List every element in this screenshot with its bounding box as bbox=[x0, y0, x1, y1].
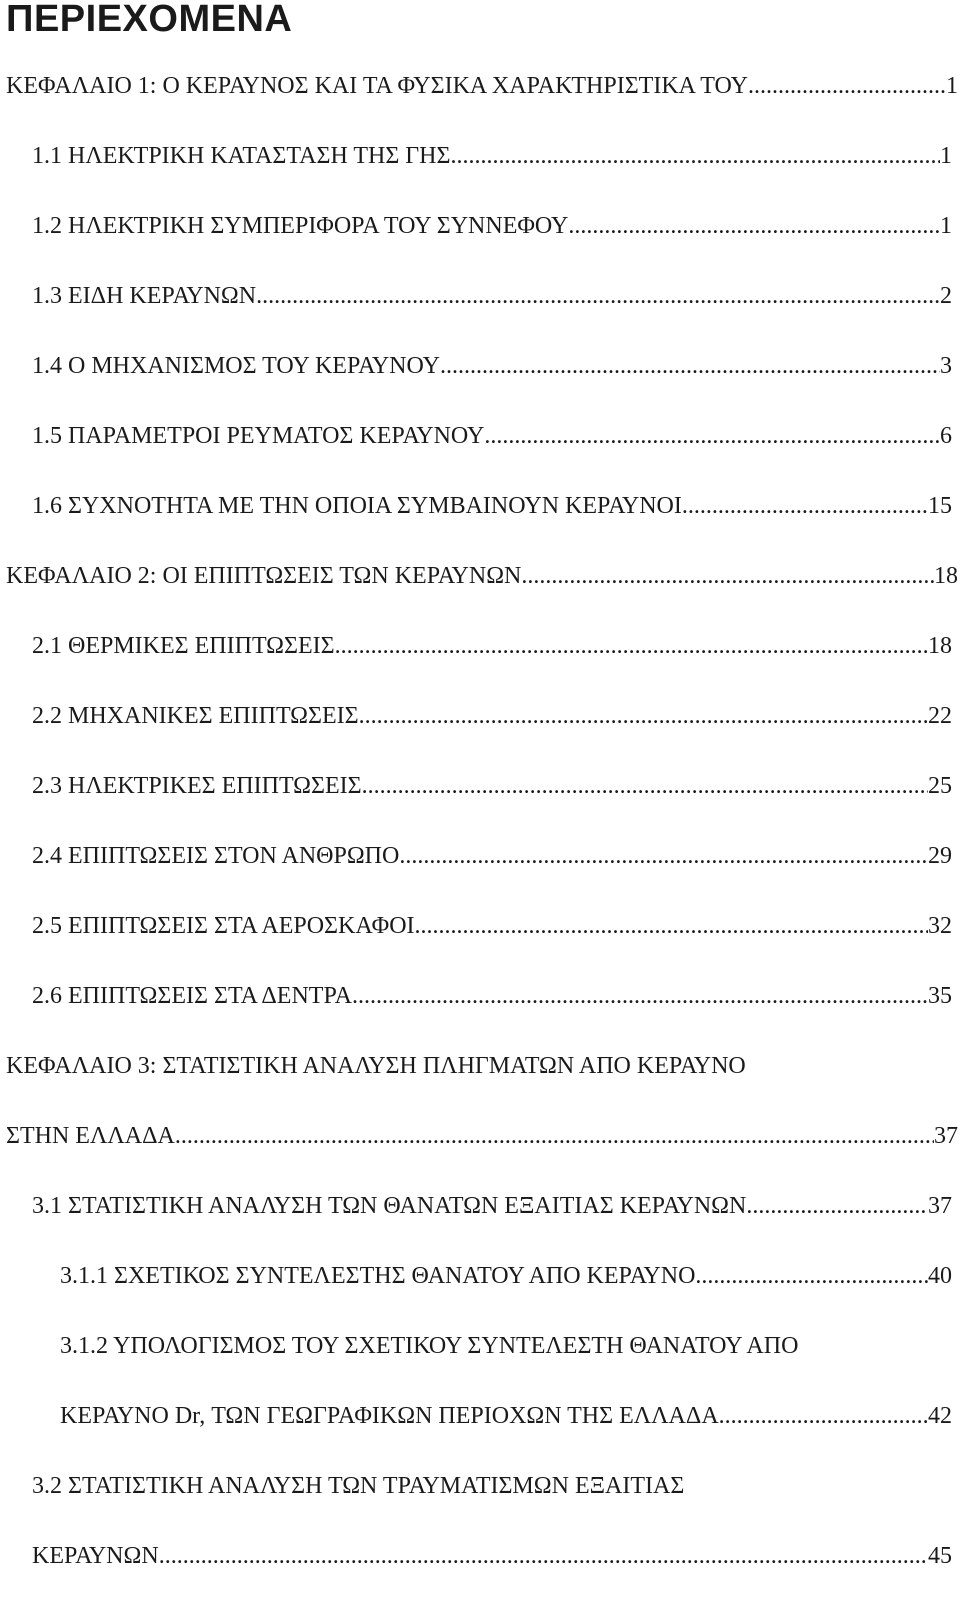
toc-entry-3-1-1[interactable] bbox=[60, 1248, 960, 1318]
toc-entry-label: 2.5 ΕΠΙΠΤΩΣΕΙΣ ΣΤΑ ΑΕΡΟΣΚΑΦΟΙ bbox=[32, 913, 415, 939]
toc-dot-leader bbox=[450, 138, 940, 174]
toc-entry-label: 1.5 ΠΑΡΑΜΕΤΡΟΙ ΡΕΥΜΑΤΟΣ ΚΕΡΑΥΝΟΥ bbox=[32, 423, 485, 449]
toc-dot-leader bbox=[415, 908, 928, 944]
toc-dot-leader bbox=[399, 838, 928, 874]
toc-entry-1-2[interactable] bbox=[32, 198, 960, 268]
toc-entry-label: 1.4 Ο ΜΗΧΑΝΙΣΜΟΣ ΤΟΥ ΚΕΡΑΥΝΟΥ bbox=[32, 353, 440, 379]
toc-entry-2-3[interactable] bbox=[32, 758, 960, 828]
toc-entry-label: 1.1 ΗΛΕΚΤΡΙΚΗ ΚΑΤΑΣΤΑΣΗ ΤΗΣ ΓΗΣ bbox=[32, 143, 451, 169]
toc-page-number: 18 bbox=[934, 563, 958, 589]
toc-entry-label: ΚΕΦΑΛΑΙΟ 3: ΣΤΑΤΙΣΤΙΚΗ ΑΝΑΛΥΣΗ ΠΛΗΓΜΑΤΩΝ ΑΠΟ ΚΕΡΑΥΝΟ bbox=[6, 1053, 746, 1079]
toc-entry-2-6[interactable] bbox=[32, 968, 960, 1038]
toc-page-number: 1 bbox=[940, 143, 952, 169]
toc-page-number: 37 bbox=[928, 1193, 952, 1219]
toc-page-number: 25 bbox=[928, 773, 952, 799]
toc-entry-2-2[interactable] bbox=[32, 688, 960, 758]
toc-entry-chapter-1[interactable] bbox=[6, 58, 960, 128]
toc-page-number: 22 bbox=[928, 703, 952, 729]
toc-dot-leader bbox=[256, 278, 940, 314]
toc-page-number: 45 bbox=[928, 1543, 952, 1569]
toc-dot-leader bbox=[362, 768, 928, 804]
toc-entry-2-5[interactable] bbox=[32, 898, 960, 968]
toc-page-number: 18 bbox=[928, 633, 952, 659]
toc-entry-2-1[interactable] bbox=[32, 618, 960, 688]
toc-entry-label: 3.1 ΣΤΑΤΙΣΤΙΚΗ ΑΝΑΛΥΣΗ ΤΩΝ ΘΑΝΑΤΩΝ ΕΞΑΙΤΙΑΣ ΚΕΡΑΥΝΩΝ bbox=[32, 1193, 747, 1219]
toc-entry-label: ΚΕΦΑΛΑΙΟ 2: ΟΙ ΕΠΙΠΤΩΣΕΙΣ ΤΩΝ ΚΕΡΑΥΝΩΝ bbox=[6, 563, 522, 589]
toc-dot-leader bbox=[748, 68, 946, 104]
toc-entry-3-1[interactable] bbox=[32, 1178, 960, 1248]
toc-entry-3-2-cont[interactable] bbox=[32, 1528, 960, 1598]
toc-page-number: 40 bbox=[928, 1263, 952, 1289]
toc-entry-label: 3.1.1 ΣΧΕΤΙΚΟΣ ΣΥΝΤΕΛΕΣΤΗΣ ΘΑΝΑΤΟΥ ΑΠΟ ΚΕΡΑΥΝΟ bbox=[60, 1263, 696, 1289]
toc-entry-1-1[interactable] bbox=[32, 128, 960, 198]
toc-page-number: 42 bbox=[928, 1403, 952, 1429]
toc-page-number: 29 bbox=[928, 843, 952, 869]
toc-entry-label: ΚΕΦΑΛΑΙΟ 1: Ο ΚΕΡΑΥΝΟΣ ΚΑΙ ΤΑ ΦΥΣΙΚΑ ΧΑΡΑΚΤΗΡΙΣΤΙΚΑ ΤΟΥ bbox=[6, 73, 748, 99]
toc-dot-leader bbox=[484, 418, 940, 454]
toc-dot-leader bbox=[568, 208, 940, 244]
toc-dot-leader bbox=[335, 628, 928, 664]
toc-entry-label: ΚΕΡΑΥΝΟ Dr, ΤΩΝ ΓΕΩΓΡΑΦΙΚΩΝ ΠΕΡΙΟΧΩΝ ΤΗΣ ΕΛΛΑΔΑ bbox=[60, 1403, 719, 1429]
toc-page-number: 1 bbox=[940, 213, 952, 239]
toc-page-number: 35 bbox=[928, 983, 952, 1009]
toc-entry-1-6[interactable] bbox=[32, 478, 960, 548]
toc-entry-label: 1.6 ΣΥΧΝΟΤΗΤΑ ΜΕ ΤΗΝ ΟΠΟΙΑ ΣΥΜΒΑΙΝΟΥΝ ΚΕΡΑΥΝΟΙ bbox=[32, 493, 682, 519]
toc-dot-leader bbox=[359, 698, 928, 734]
toc-entry-chapter-3[interactable] bbox=[6, 1038, 960, 1108]
toc-dot-leader bbox=[159, 1538, 928, 1574]
toc-entry-1-4[interactable] bbox=[32, 338, 960, 408]
toc-entry-label: 1.2 ΗΛΕΚΤΡΙΚΗ ΣΥΜΠΕΡΙΦΟΡΑ ΤΟΥ ΣΥΝΝΕΦΟΥ bbox=[32, 213, 569, 239]
toc-dot-leader bbox=[440, 348, 940, 384]
toc-entry-3-1-2-cont[interactable] bbox=[60, 1388, 960, 1458]
toc-dot-leader bbox=[521, 558, 934, 594]
toc-entry-3-2[interactable] bbox=[32, 1458, 960, 1528]
toc-dot-leader bbox=[746, 1188, 928, 1224]
toc-entry-3-1-2[interactable] bbox=[60, 1318, 960, 1388]
toc-page-number: 32 bbox=[928, 913, 952, 939]
toc-page-number: 6 bbox=[940, 423, 952, 449]
toc-entry-chapter-3-cont[interactable] bbox=[6, 1108, 960, 1178]
toc-page-number: 2 bbox=[940, 283, 952, 309]
toc-entry-label: 2.2 ΜΗΧΑΝΙΚΕΣ ΕΠΙΠΤΩΣΕΙΣ bbox=[32, 703, 359, 729]
toc-dot-leader bbox=[682, 488, 928, 524]
toc-dot-leader bbox=[695, 1258, 928, 1294]
page-title: ΠΕΡΙΕΧΟΜΕΝΑ bbox=[6, 0, 293, 40]
toc-entry-2-4[interactable] bbox=[32, 828, 960, 898]
toc-entry-label: 1.3 ΕΙΔΗ ΚΕΡΑΥΝΩΝ bbox=[32, 283, 257, 309]
toc-entry-label: 3.1.2 ΥΠΟΛΟΓΙΣΜΟΣ ΤΟΥ ΣΧΕΤΙΚΟΥ ΣΥΝΤΕΛΕΣΤΗ ΘΑΝΑΤΟΥ ΑΠΟ bbox=[60, 1333, 799, 1359]
toc-entry-label: 2.1 ΘΕΡΜΙΚΕΣ ΕΠΙΠΤΩΣΕΙΣ bbox=[32, 633, 335, 659]
toc-entry-chapter-2[interactable] bbox=[6, 548, 960, 618]
toc-entry-label: ΚΕΡΑΥΝΩΝ bbox=[32, 1543, 159, 1569]
toc-dot-leader bbox=[719, 1398, 928, 1434]
toc-entry-1-5[interactable] bbox=[32, 408, 960, 478]
table-of-contents bbox=[0, 58, 960, 1598]
toc-page-number: 1 bbox=[946, 73, 958, 99]
toc-entry-label: 2.3 ΗΛΕΚΤΡΙΚΕΣ ΕΠΙΠΤΩΣΕΙΣ bbox=[32, 773, 362, 799]
toc-entry-1-3[interactable] bbox=[32, 268, 960, 338]
toc-page-number: 3 bbox=[940, 353, 952, 379]
toc-entry-label: ΣΤΗΝ ΕΛΛΑΔΑ bbox=[6, 1123, 175, 1149]
toc-dot-leader bbox=[175, 1118, 934, 1154]
toc-entry-label: 2.6 ΕΠΙΠΤΩΣΕΙΣ ΣΤΑ ΔΕΝΤΡΑ bbox=[32, 983, 352, 1009]
toc-dot-leader bbox=[352, 978, 928, 1014]
toc-page-number: 15 bbox=[928, 493, 952, 519]
toc-entry-label: 3.2 ΣΤΑΤΙΣΤΙΚΗ ΑΝΑΛΥΣΗ ΤΩΝ ΤΡΑΥΜΑΤΙΣΜΩΝ ΕΞΑΙΤΙΑΣ bbox=[32, 1473, 685, 1499]
toc-page-number: 37 bbox=[934, 1123, 958, 1149]
toc-entry-label: 2.4 ΕΠΙΠΤΩΣΕΙΣ ΣΤΟΝ ΑΝΘΡΩΠΟ bbox=[32, 843, 400, 869]
